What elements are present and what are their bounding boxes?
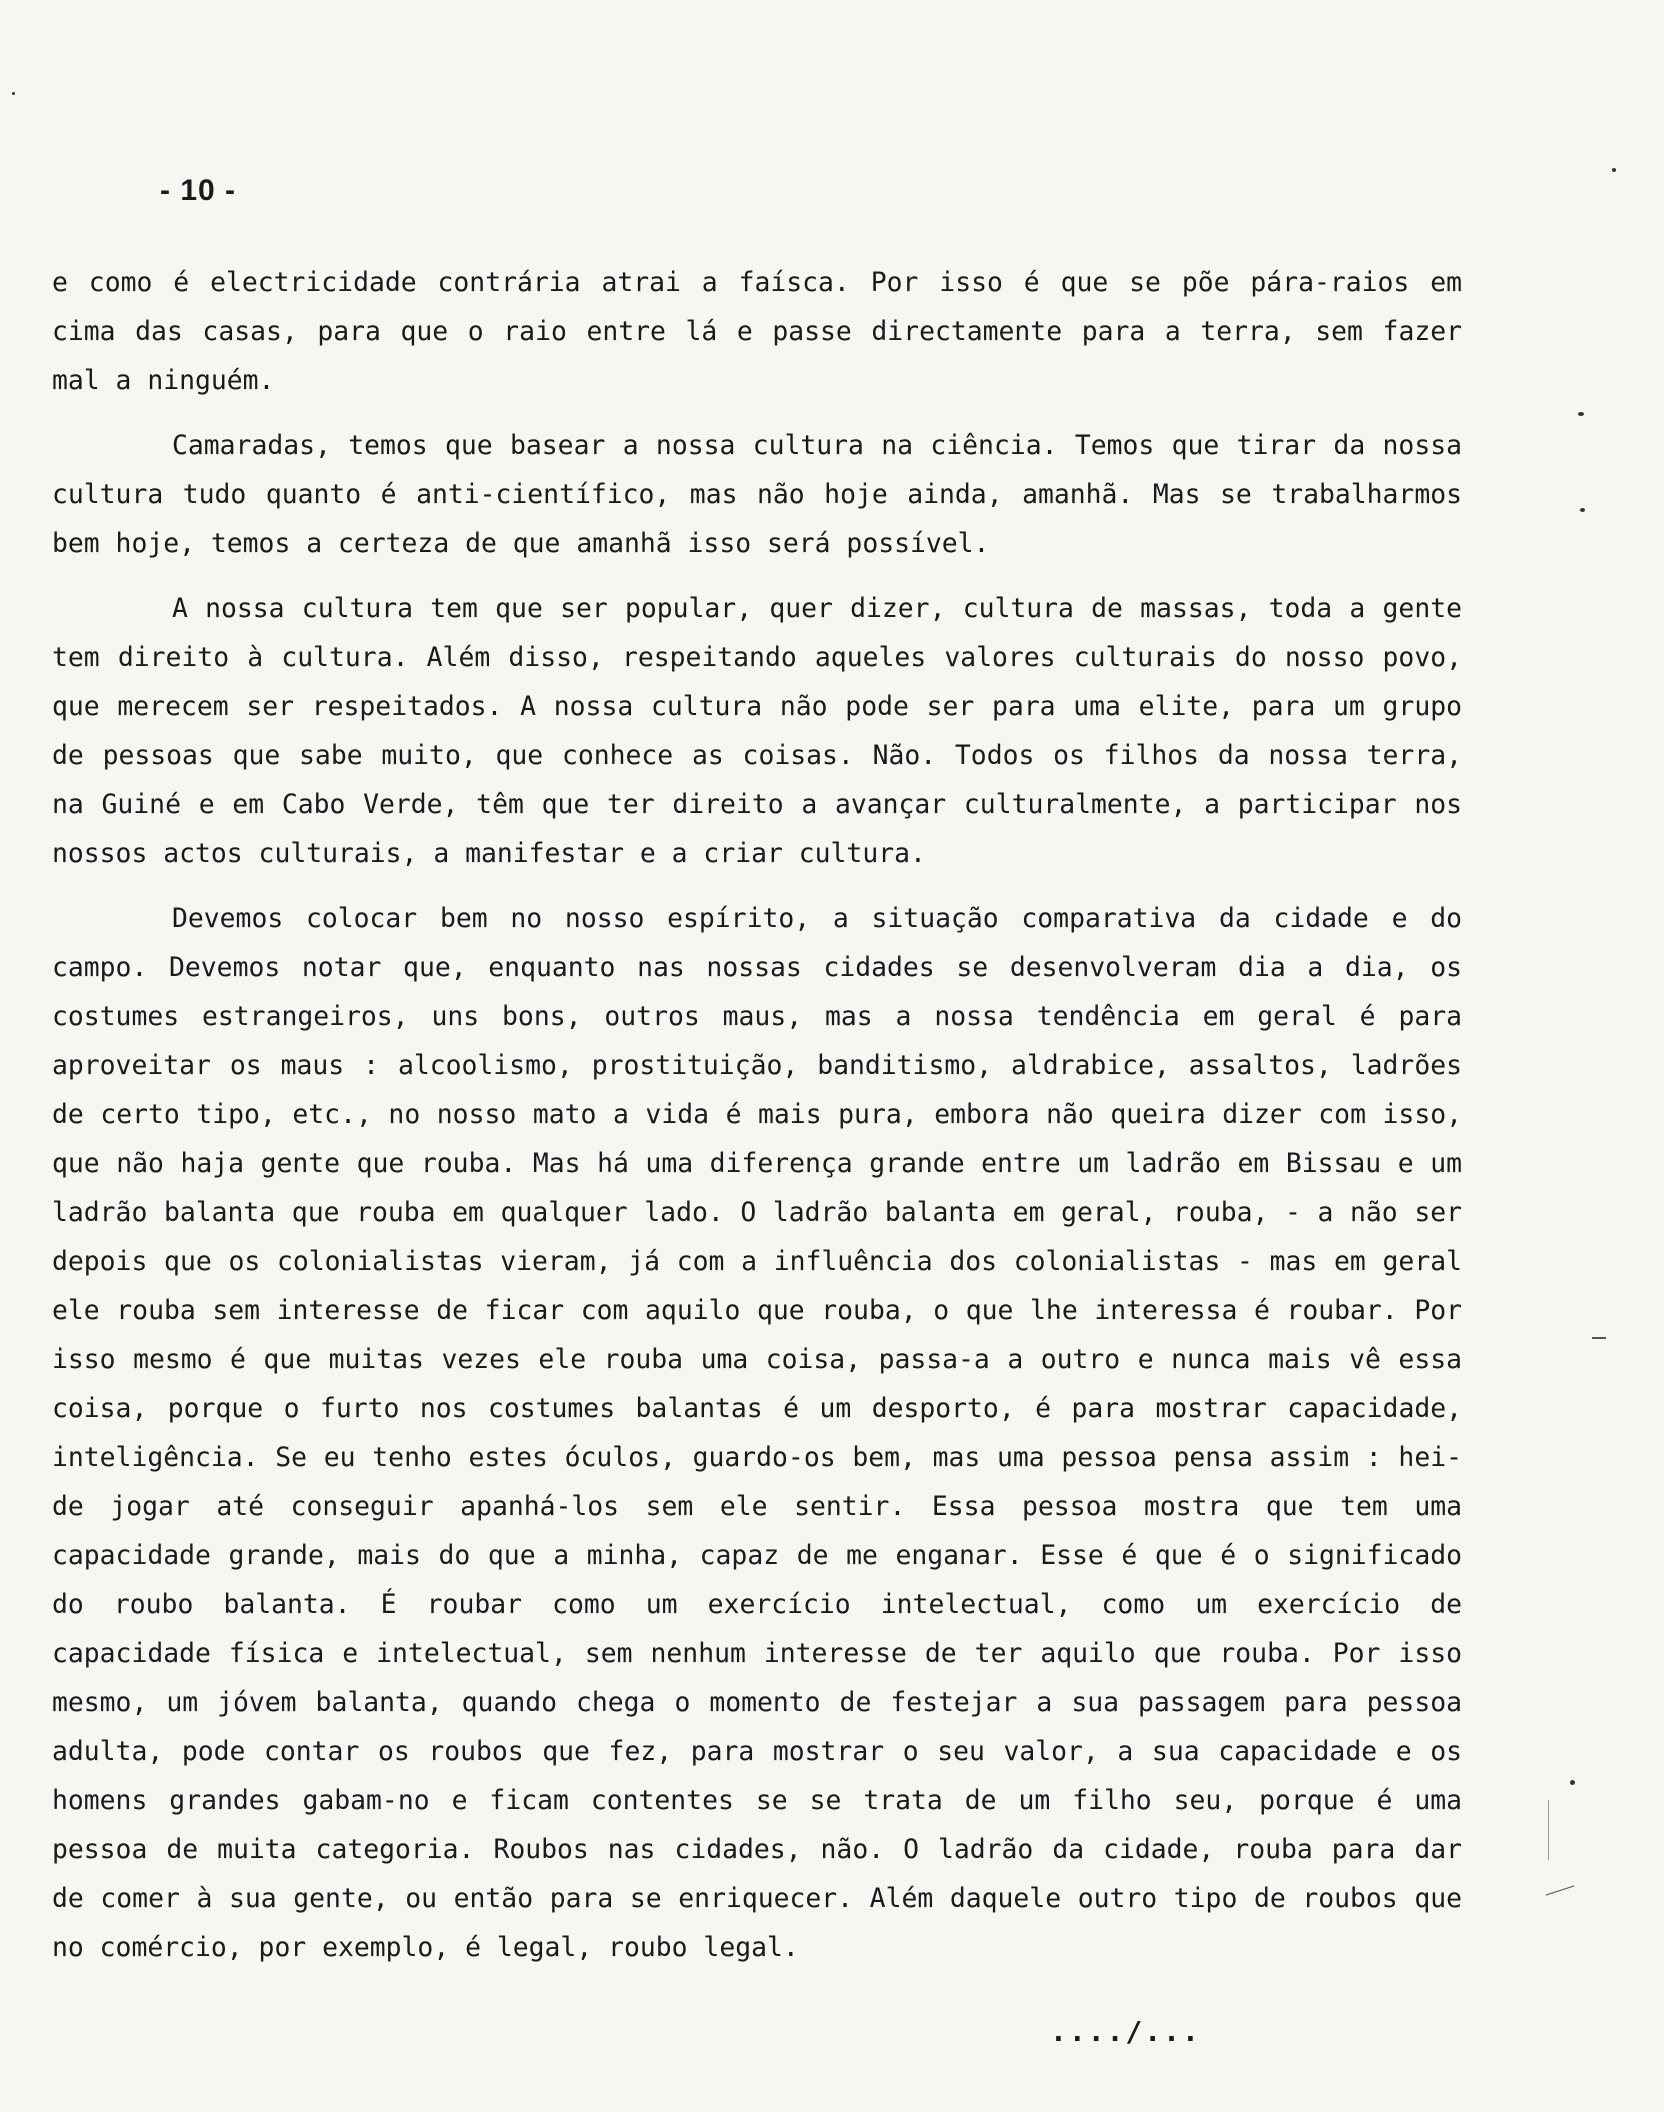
scan-speck	[1570, 1780, 1575, 1785]
paragraph-4: Devemos colocar bem no nosso espírito, a situação comparativa da cidade e do campo. Devemos notar que, enquanto nas nossas cidades se desenvolveram dia a dia, os costumes estrangeiros, uns bons, outros maus, mas a nossa tendência em geral é para aproveitar os maus : alcoolismo, prostituição, banditismo, aldrabice, assaltos, ladrões de certo tipo, etc., no nosso mato a vida é mais pura, embora não queira dizer com isso, que não haja gente que rouba. Mas há uma diferença grande entre um ladrão em Bissau e um ladrão balanta que rouba em qualquer lado. O ladrão balanta em geral, rouba, - a não ser depois que os colonialistas vieram, já com a influência dos colonialistas - mas em geral ele rouba sem interesse de ficar com aquilo que rouba, o que lhe interessa é roubar. Por isso mesmo é que muitas vezes ele rouba uma coisa, passa-a a outro e nunca mais vê essa coisa, porque o furto nos costumes balantas é um desporto, é para mostrar capacidade, inteligência. Se eu tenho estes óculos, guardo-os bem, mas uma pessoa pensa assim : hei-de jogar até conseguir apanhá-los sem ele sentir. Essa pessoa mostra que tem uma capacidade grande, mais do que a minha, capaz de me enganar. Esse é que é o significado do roubo balanta. É roubar como um exercício intelectual, como um exercício de capacidade física e intelectual, sem nenhum interesse de ter aquilo que rouba. Por isso mesmo, um jóvem balanta, quando chega o momento de festejar a sua passagem para pessoa adulta, pode contar os roubos que fez, para mostrar o seu valor, a sua capacidade e os homens grandes gabam-no e ficam contentes se se trata de um filho seu, porque é uma pessoa de muita categoria. Roubos nas cidades, não. O ladrão da cidade, rouba para dar de comer à sua gente, ou então para se enriquecer. Além daquele outro tipo de roubos que no comércio, por exemplo, é legal, roubo legal.	[52, 903, 1462, 1963]
paragraph-3: A nossa cultura tem que ser popular, quer dizer, cultura de massas, toda a gente tem direito à cultura. Além disso, respeitando aqueles valores culturais do nosso povo, que merecem ser respeitados. A nossa cultura não pode ser para uma elite, para um grupo de pessoas que sabe muito, que conhece as coisas. Não. Todos os filhos da nossa terra, na Guiné e em Cabo Verde, têm que ter direito a avançar culturalmente, a participar nos nossos actos culturais, a manifestar e a criar cultura.	[52, 593, 1462, 869]
scan-speck	[12, 92, 15, 95]
paragraph-1: e como é electricidade contrária atrai a faísca. Por isso é que se põe pára-raios em cima das casas, para que o raio entre lá e passe directamente para a terra, sem fazer mal a ninguém.	[52, 267, 1462, 396]
scan-edge-mark	[1548, 1800, 1549, 1860]
scan-edge-mark	[1546, 1885, 1575, 1895]
continuation-mark: ..../...	[1050, 2015, 1201, 2048]
scan-speck	[1580, 508, 1585, 512]
body-text	[52, 258, 1462, 1988]
paragraph-2: Camaradas, temos que basear a nossa cultura na ciência. Temos que tirar da nossa cultura tudo quanto é anti-científico, mas não hoje ainda, amanhã. Mas se trabalharmos bem hoje, temos a certeza de que amanhã isso será possível.	[52, 430, 1462, 559]
scan-speck	[1612, 168, 1616, 172]
scan-edge-mark	[1592, 1337, 1606, 1339]
scan-speck	[1578, 412, 1584, 416]
page-number: - 10 -	[160, 174, 237, 207]
